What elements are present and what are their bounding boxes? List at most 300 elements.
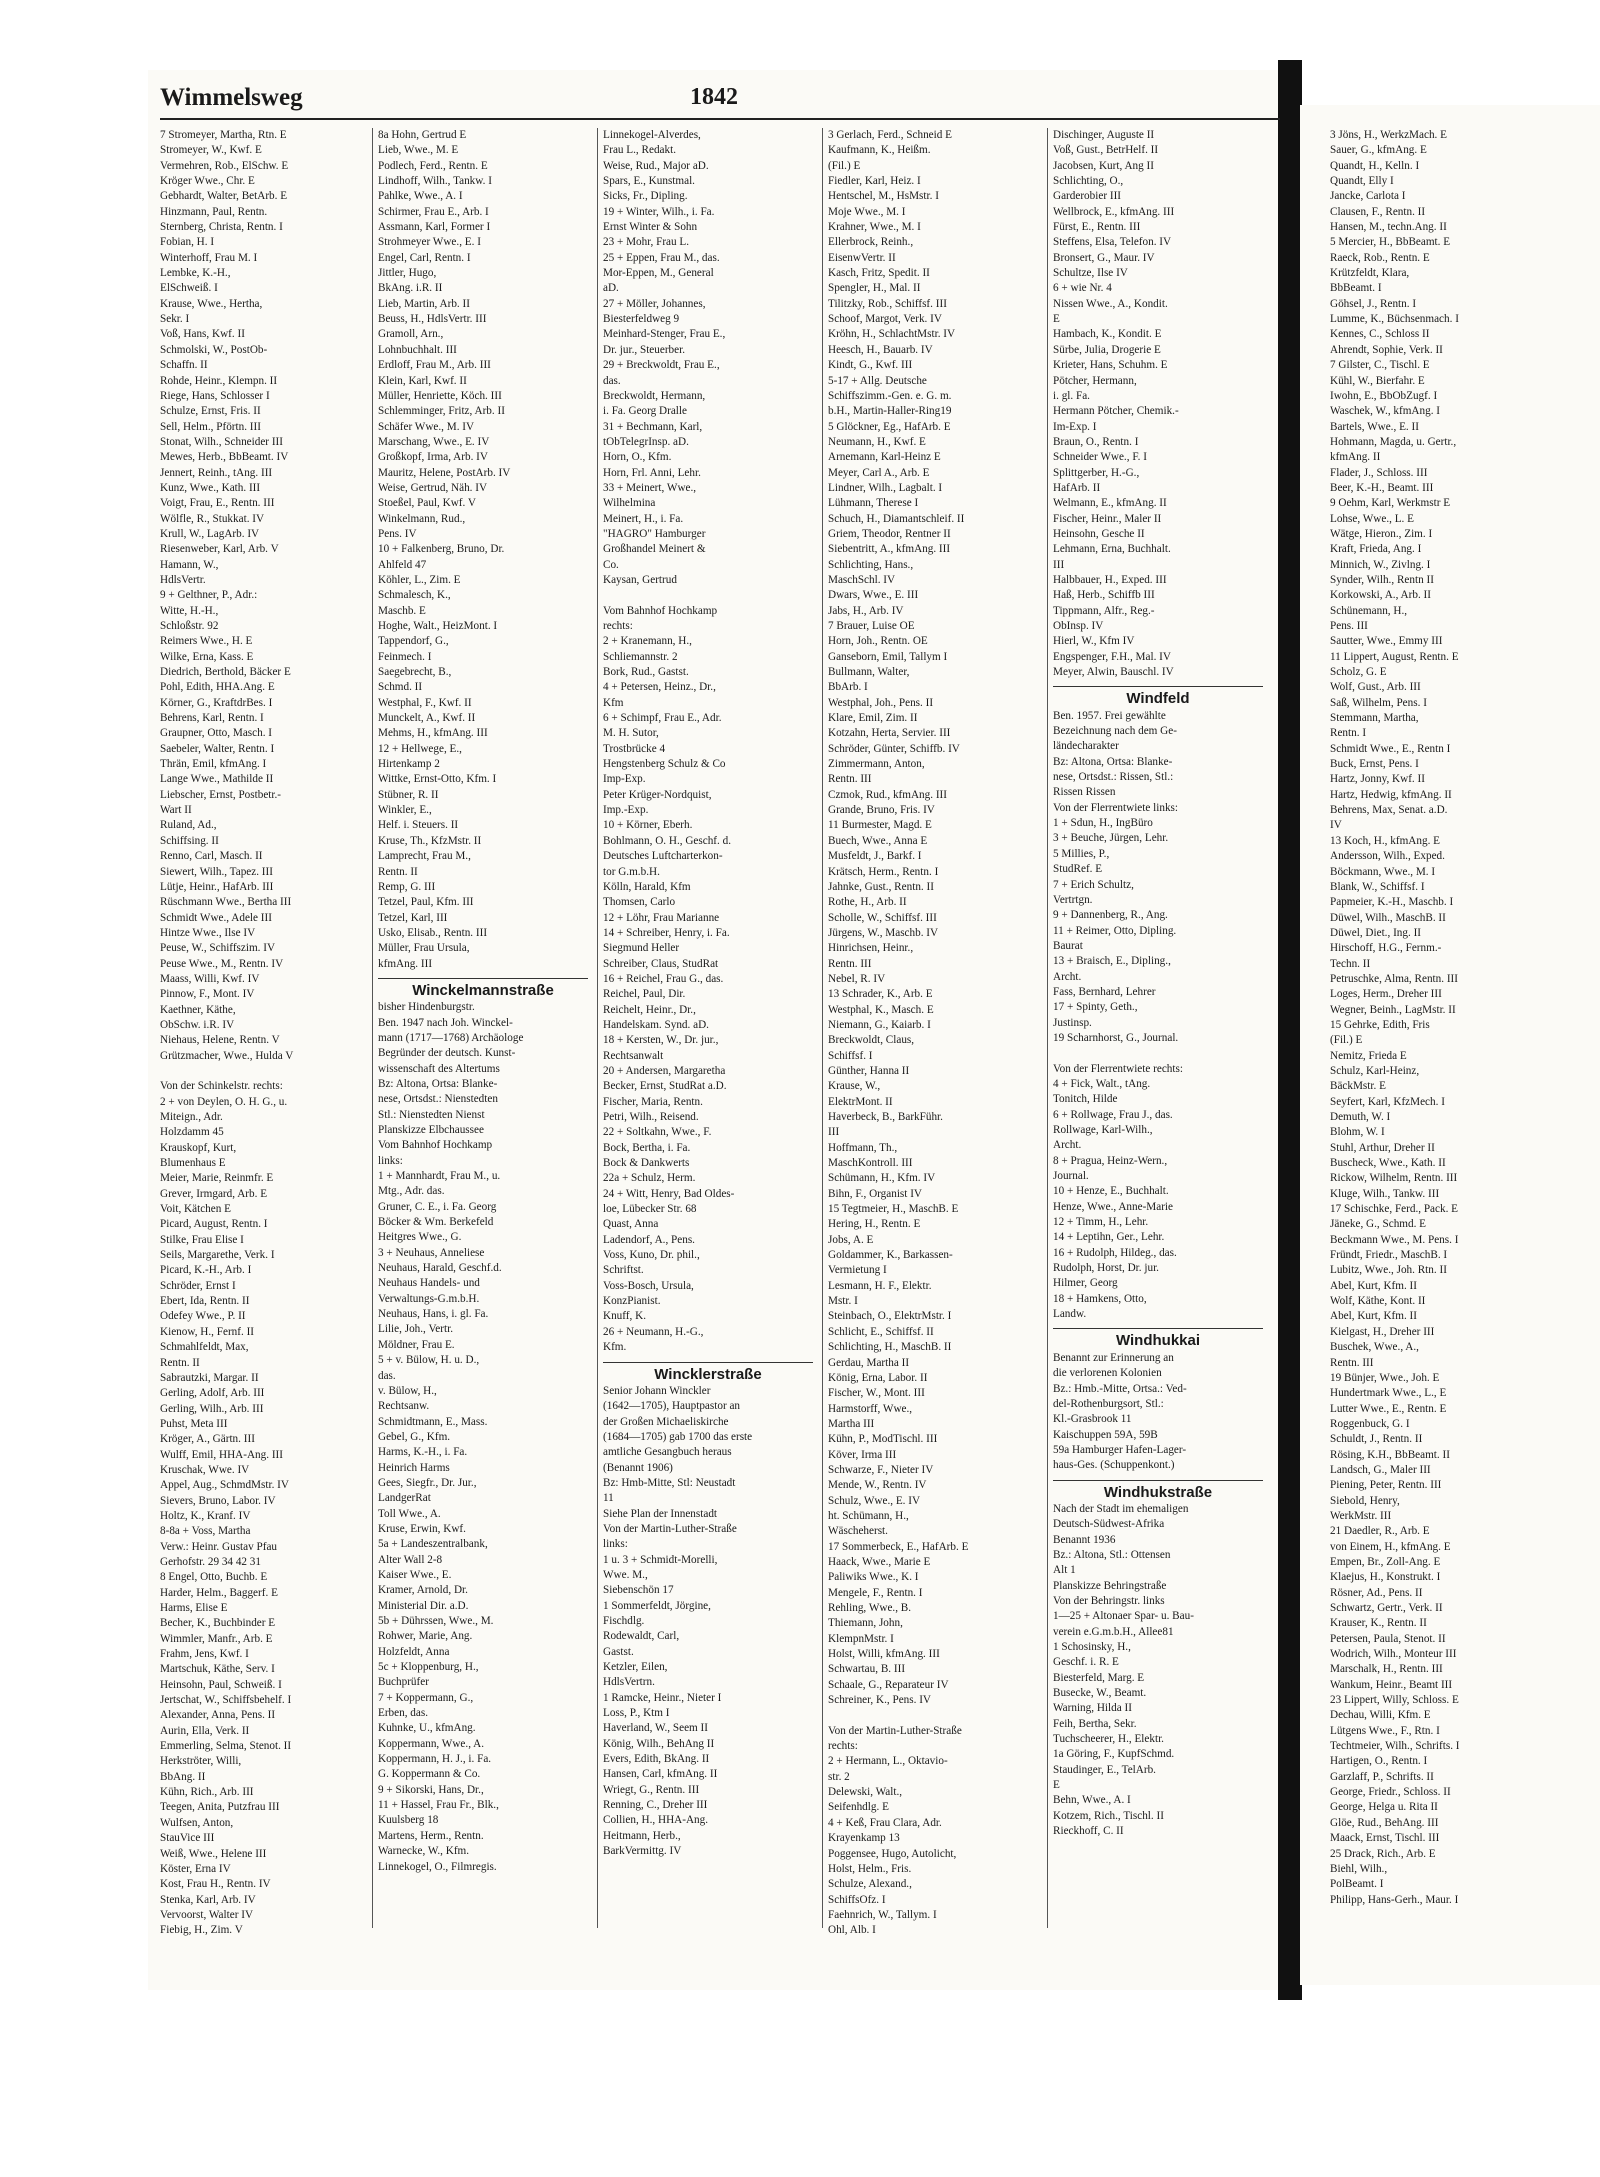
directory-entry: 16 + Reichel, Frau G., das. [603, 972, 724, 985]
directory-entry: Von der Martin-Luther-Straße [828, 1724, 962, 1737]
directory-entry: Remp, G. III [378, 880, 436, 893]
directory-entry: Tonitch, Hilde [1053, 1093, 1118, 1106]
directory-entry: Kruse, Erwin, Kwf. [378, 1522, 466, 1535]
directory-entry: b.H., Martin-Haller-Ring19 [828, 405, 952, 418]
directory-entry: Lütgens Wwe., F., Rtn. I [1330, 1724, 1440, 1737]
directory-entry: Krützfeldt, Klara, [1330, 267, 1410, 280]
directory-entry: Ahrendt, Sophie, Verk. II [1330, 343, 1443, 356]
directory-entry: Stemmann, Martha, [1330, 712, 1419, 725]
directory-entry: 29 + Breckwoldt, Frau E., [603, 359, 720, 372]
directory-entry: Wittke, Ernst-Otto, Kfm. I [378, 773, 497, 786]
directory-entry: 8a Hohn, Gertrud E [378, 129, 467, 141]
directory-entry: 5b + Dührssen, Wwe., M. [378, 1615, 494, 1627]
directory-entry: Köster, Erna IV [160, 1862, 231, 1875]
directory-entry: Krätsch, Herm., Rentn. I [828, 865, 939, 878]
directory-entry: Kfm. [603, 1341, 627, 1354]
directory-entry: tObTelegrInsp. aD. [603, 435, 689, 448]
directory-entry: Kl.-Grasbrook 11 [1053, 1413, 1132, 1426]
directory-entry: Hermann Pötcher, Chemik.- [1053, 405, 1179, 418]
directory-entry: Grande, Bruno, Fris. IV [828, 804, 935, 817]
directory-entry: Imp.-Exp. [603, 804, 649, 817]
directory-entry: Alter Wall 2-8 [378, 1553, 443, 1566]
directory-entry: 10 + Henze, E., Buchhalt. [1053, 1185, 1169, 1198]
directory-entry: Hartz, Hedwig, kfmAng. II [1330, 788, 1452, 801]
directory-entry: Braun, O., Rentn. I [1053, 435, 1139, 448]
directory-entry: Holst, Helm., Fris. [828, 1862, 912, 1875]
directory-entry: Engspenger, F.H., Mal. IV [1053, 650, 1171, 663]
directory-entry: Alt 1 [1053, 1564, 1076, 1577]
directory-entry: Voß, Hans, Kwf. II [160, 328, 245, 341]
directory-entry: Planskizze Elbchaussee [378, 1124, 484, 1136]
directory-entry: Nach der Stadt im ehemaligen [1053, 1502, 1189, 1515]
directory-entry: (1684—1705) gab 1700 das erste [603, 1430, 753, 1443]
directory-entry: Scholz, G. E [1330, 666, 1387, 679]
directory-entry: (1642—1705), Hauptpastor an [603, 1400, 741, 1413]
directory-entry: Peter Krüger-Nordquist, [603, 788, 712, 801]
directory-entry: PolBeamt. I [1330, 1878, 1384, 1891]
directory-entry: Kaischuppen 59A, 59B [1053, 1428, 1158, 1441]
directory-entry: Landw. [1053, 1308, 1087, 1321]
directory-entry: Ketzler, Eilen, [603, 1661, 668, 1674]
directory-entry: StauVice III [160, 1832, 215, 1845]
directory-entry: Rechtsanwalt [603, 1049, 664, 1062]
directory-entry: rechts: [828, 1740, 858, 1753]
directory-entry: Bock & Dankwerts [603, 1157, 690, 1170]
directory-entry: das. [603, 374, 621, 387]
directory-entry: Bezeichnung nach dem Ge- [1053, 725, 1177, 738]
directory-entry: Kfm [603, 696, 624, 709]
directory-column-2 [378, 128, 588, 1948]
directory-entry: 9 + Sikorski, Hans, Dr., [378, 1783, 484, 1796]
directory-entry: 5 Glöckner, Eg., HafArb. E [828, 420, 951, 433]
directory-entry: wissenschaft des Altertums [378, 1062, 500, 1075]
directory-entry: Schuch, H., Diamantschleif. II [828, 512, 965, 525]
directory-entry: Voit, Kätchen E [160, 1203, 231, 1216]
directory-entry: Thomsen, Carlo [603, 896, 676, 909]
directory-entry: Appel, Aug., SchmdMstr. IV [160, 1479, 289, 1492]
directory-entry: der Großen Michaeliskirche [603, 1415, 729, 1428]
directory-entry: Rissen Rissen [1053, 786, 1116, 799]
directory-entry: Zimmermann, Anton, [828, 758, 925, 771]
directory-entry: 22a + Schulz, Herm. [603, 1172, 696, 1185]
directory-entry: BkAng. i.R. II [378, 282, 443, 295]
page-header [160, 84, 1280, 120]
directory-entry: Stromeyer, W., Kwf. E [160, 144, 262, 157]
directory-entry: Becher, K., Buchbinder E [160, 1617, 276, 1630]
directory-entry: Wwe. M., [603, 1568, 648, 1581]
directory-entry: Scholle, W., Schiffsf. III [828, 911, 937, 924]
directory-entry: Gerdau, Martha II [828, 1356, 910, 1369]
directory-entry: Mor-Eppen, M., General [603, 267, 714, 280]
directory-entry: Stoeßel, Paul, Kwf. V [378, 497, 476, 510]
directory-entry: 13 + Braisch, E., Dipling., [1053, 955, 1171, 968]
directory-entry: Stübner, R. II [378, 788, 439, 801]
directory-entry: Haack, Wwe., Marie E [828, 1555, 931, 1568]
directory-entry: Schulze, Ernst, Fris. II [160, 405, 261, 418]
directory-entry: 1 Schosinsky, H., [1053, 1641, 1131, 1653]
directory-entry: Sicks, Fr., Dipling. [603, 190, 688, 203]
directory-entry: III [828, 1126, 840, 1139]
directory-entry: HdlsVertr. [160, 573, 206, 586]
column-rule [1047, 128, 1048, 1928]
directory-entry: 15 Tegtmeier, H., MaschB. E [828, 1203, 959, 1216]
directory-entry: Hoghe, Walt., HeizMont. I [378, 620, 498, 632]
directory-entry: Mehms, H., kfmAng. III [378, 727, 488, 740]
directory-entry: Gerhofstr. 29 34 42 31 [160, 1555, 261, 1568]
directory-entry: Fischer, Heinr., Maler II [1053, 512, 1162, 525]
directory-entry: amtliche Gesangbuch heraus [603, 1446, 732, 1459]
directory-entry: Lange Wwe., Mathilde II [160, 773, 274, 786]
directory-entry: 17 Schischke, Ferd., Pack. E [1330, 1203, 1459, 1216]
directory-entry: Schmidt Wwe., Adele III [160, 911, 272, 924]
directory-entry: Martens, Herm., Rentn. [378, 1829, 484, 1842]
directory-entry: Heesch, H., Bauarb. IV [828, 343, 933, 356]
directory-entry: Hartz, Jonny, Kwf. II [1330, 773, 1425, 786]
directory-entry: Fass, Bernhard, Lehrer [1053, 985, 1156, 998]
directory-entry: Nemitz, Frieda E [1330, 1049, 1407, 1062]
directory-entry: Wellbrock, E., kfmAng. III [1053, 205, 1175, 218]
directory-entry: 9 + Gelthner, P., Adr.: [160, 589, 258, 602]
directory-entry: Kunz, Wwe., Kath. III [160, 481, 261, 494]
directory-entry: Lutter Wwe., E., Rentn. E [1330, 1402, 1447, 1415]
directory-entry: 15 Gehrke, Edith, Fris [1330, 1018, 1430, 1031]
directory-entry: Techtmeier, Wilh., Schrifts. I [1330, 1740, 1460, 1753]
directory-entry: Moje Wwe., M. I [828, 205, 906, 218]
directory-entry: Krahner, Wwe., M. I [828, 221, 921, 234]
directory-entry: Ellerbrock, Reinh., [828, 236, 914, 249]
directory-entry: Stonat, Wilh., Schneider III [160, 435, 284, 448]
directory-entry: Vertrtgn. [1053, 893, 1093, 906]
directory-entry: Witte, H.-H., [160, 604, 219, 617]
directory-entry: Erben, das. [378, 1707, 429, 1720]
directory-entry: Maack, Ernst, Tischl. III [1330, 1832, 1440, 1845]
directory-entry: 5c + Kloppenburg, H., [378, 1661, 479, 1674]
directory-entry: Assmann, Karl, Former I [378, 221, 491, 234]
directory-entry: Grützmacher, Wwe., Hulda V [160, 1049, 294, 1062]
directory-entry: Heinsohn, Paul, Schweiß. I [160, 1678, 282, 1691]
directory-entry: Blumenhaus E [160, 1157, 226, 1170]
directory-entry: WerkMstr. III [1330, 1509, 1392, 1522]
directory-entry: Beer, K.-H., Beamt. III [1330, 481, 1434, 494]
directory-entry: Wart II [160, 804, 192, 817]
directory-entry: Rentn. II [378, 865, 418, 878]
directory-column-5 [1053, 128, 1263, 1948]
directory-entry: Archt. [1053, 1139, 1082, 1152]
directory-entry: Koppermann, H. J., i. Fa. [378, 1753, 492, 1766]
directory-entry: Jittler, Hugo, [378, 267, 437, 280]
directory-entry: Kienow, H., Fernf. II [160, 1325, 255, 1338]
directory-entry: Nissen Wwe., A., Kondit. [1053, 297, 1168, 310]
directory-entry: 19 + Winter, Wilh., i. Fa. [603, 205, 715, 218]
directory-entry: Hansen, M., techn.Ang. II [1330, 221, 1447, 234]
directory-entry: Tuchscheerer, H., Elektr. [1053, 1733, 1164, 1746]
directory-entry: Lumme, K., Büchsenmach. I [1330, 313, 1459, 326]
directory-entry: Alexander, Anna, Pens. II [160, 1709, 276, 1722]
directory-entry: nese, Ortsdst.: Nienstedten [378, 1093, 498, 1106]
book-gutter [1278, 60, 1302, 2000]
directory-entry: Steffens, Elsa, Telefon. IV [1053, 236, 1172, 249]
directory-entry: Aurin, Ella, Verk. II [160, 1724, 250, 1737]
directory-entry: Fiebig, H., Zim. V [160, 1924, 243, 1937]
directory-entry: Hinrichsen, Heinr., [828, 942, 914, 955]
directory-entry: 22 + Soltkahn, Wwe., F. [603, 1126, 712, 1139]
directory-entry: Reimers Wwe., H. E [160, 635, 253, 648]
directory-entry: Demuth, W. I [1330, 1111, 1391, 1123]
directory-entry: Schriftst. [603, 1264, 644, 1277]
directory-entry: Kühl, W., Bierfahr. E [1330, 374, 1425, 387]
directory-entry: Quandt, H., Kelln. I [1330, 159, 1420, 172]
directory-entry: ObInsp. IV [1053, 620, 1104, 632]
directory-entry: ElSchweiß. I [160, 282, 218, 295]
directory-entry: Kruse, Th., KfzMstr. II [378, 834, 482, 847]
directory-entry [1053, 1046, 1263, 1061]
directory-entry: Schulze, Alexand., [828, 1878, 912, 1891]
directory-entry: Rieckhoff, C. II [1053, 1825, 1124, 1838]
directory-entry: Bz.: Hmb.-Mitte, Ortsa.: Ved- [1053, 1382, 1187, 1395]
directory-entry: Kindt, G., Kwf. III [828, 359, 913, 372]
directory-entry: Helf. i. Steuers. II [378, 819, 459, 832]
directory-entry: Frau L., Redakt. [603, 144, 677, 157]
directory-entry: links: [378, 1154, 403, 1167]
directory-entry: Planskizze Behringstraße [1053, 1579, 1167, 1592]
directory-entry: 25 Drack, Rich., Arb. E [1330, 1847, 1436, 1860]
directory-entry: Klaejus, H., Konstrukt. I [1330, 1571, 1441, 1584]
directory-entry: 8 + Pragua, Heinz-Wern., [1053, 1154, 1168, 1167]
directory-entry: Breckwoldt, Hermann, [603, 389, 706, 402]
directory-entry: 7 Brauer, Luise OE [828, 620, 915, 632]
directory-entry: Benannt 1936 [1053, 1533, 1116, 1546]
directory-entry: Bullmann, Walter, [828, 666, 910, 679]
directory-entry: George, Helga u. Rita II [1330, 1801, 1438, 1814]
directory-entry: Schmahlfeldt, Max, [160, 1341, 249, 1354]
directory-entry: Hambach, K., Kondit. E [1053, 328, 1162, 341]
directory-entry: 21 Daedler, R., Arb. E [1330, 1525, 1430, 1538]
directory-entry: 5a + Landeszentralbank, [378, 1538, 488, 1551]
directory-entry: Wolf, Käthe, Kont. II [1330, 1295, 1426, 1308]
directory-entry: Strohmeyer Wwe., E. I [378, 236, 481, 249]
directory-entry: III [1053, 558, 1065, 571]
directory-entry: Buech, Wwe., Anna E [828, 834, 928, 847]
directory-entry: Loss, P., Ktm I [603, 1707, 670, 1720]
directory-entry: 17 + Spinty, Geth., [1053, 1001, 1138, 1014]
directory-entry: Westphal, Joh., Pens. II [828, 696, 934, 709]
directory-entry: Neumann, H., Kwf. E [828, 435, 926, 448]
directory-entry: HafArb. II [1053, 481, 1101, 494]
directory-entry: Müller, Frau Ursula, [378, 942, 470, 955]
directory-entry: M. H. Sutor, [603, 727, 659, 740]
directory-entry: 4 + Fick, Walt., tAng. [1053, 1077, 1151, 1090]
directory-entry: 13 Koch, H., kfmAng. E [1330, 834, 1440, 847]
directory-entry: Gruner, C. E., i. Fa. Georg [378, 1200, 497, 1213]
directory-entry: 18 + Hamkens, Otto, [1053, 1292, 1147, 1305]
directory-entry: Holzfeldt, Anna [378, 1645, 450, 1658]
directory-entry: Fiedler, Karl, Heiz. I [828, 175, 921, 188]
directory-entry: Lütje, Heinr., HafArb. III [160, 880, 274, 893]
directory-entry: Mtg., Adr. das. [378, 1185, 445, 1198]
directory-entry: Petri, Wilh., Reisend. [603, 1111, 699, 1123]
directory-entry: Gees, Siegfr., Dr. Jur., [378, 1476, 477, 1489]
directory-entry: Schiffszimm.-Gen. e. G. m. [828, 389, 952, 402]
directory-entry: Verwaltungs-G.m.b.H. [378, 1292, 480, 1305]
directory-entry: Heitgres Wwe., G. [378, 1231, 462, 1244]
directory-entry: Kielgast, H., Dreher III [1330, 1325, 1435, 1338]
directory-entry: Lubitz, Wwe., Joh. Rtn. II [1330, 1264, 1447, 1277]
directory-entry: Schloßstr. 92 [160, 620, 219, 632]
directory-entry: Halbbauer, H., Exped. III [1053, 573, 1167, 586]
directory-entry: Trostbrücke 4 [603, 742, 666, 755]
directory-entry: Krauser, K., Rentn. II [1330, 1617, 1427, 1630]
directory-entry: Warnecke, W., Kfm. [378, 1845, 470, 1858]
directory-entry: 8-8a + Voss, Martha [160, 1525, 251, 1538]
directory-entry: Rehling, Wwe., B. [828, 1602, 912, 1614]
directory-entry: Meyer, Carl A., Arb. E [828, 466, 930, 479]
directory-entry [160, 1064, 370, 1079]
directory-entry: Holst, Willi, kfmAng. III [828, 1648, 940, 1661]
directory-entry: Pens. III [1330, 620, 1368, 632]
directory-entry: 10 + Falkenberg, Bruno, Dr. [378, 543, 505, 556]
directory-entry: Biesterfeldweg 9 [603, 313, 680, 326]
directory-entry: 8 Engel, Otto, Buchb. E [160, 1571, 268, 1584]
directory-entry: 1—25 + Altonaer Spar- u. Bau- [1053, 1610, 1194, 1623]
directory-entry: 1 Ramcke, Heinr., Nieter I [603, 1691, 722, 1704]
directory-entry: 5 + v. Bülow, H. u. D., [378, 1354, 480, 1367]
directory-entry: Schwarze, F., Nieter IV [828, 1463, 934, 1476]
directory-entry: Wilke, Erna, Kass. E [160, 650, 254, 663]
directory-entry: Wankum, Heinr., Beamt III [1330, 1678, 1453, 1691]
directory-entry: Müller, Henriette, Köch. III [378, 389, 502, 402]
directory-entry: Biehl, Wilh., [1330, 1862, 1388, 1875]
directory-entry: 5-17 + Allg. Deutsche [828, 374, 927, 387]
directory-entry: Deutsches Luftcharterkon- [603, 850, 723, 863]
directory-entry: Westphal, K., Masch. E [828, 1003, 934, 1016]
directory-entry: Usko, Elisab., Rentn. III [378, 926, 488, 939]
directory-entry: Quandt, Elly I [1330, 175, 1394, 188]
directory-entry: Wimmler, Manfr., Arb. E [160, 1632, 273, 1645]
directory-entry: Lesmann, H. F., Elektr. [828, 1279, 932, 1292]
directory-entry: MaschKontroll. III [828, 1157, 913, 1170]
directory-entry: Jennert, Reinh., tAng. III [160, 466, 273, 479]
directory-entry: Rechtsanw. [378, 1400, 430, 1413]
directory-entry: Schwartz, Gertr., Verk. II [1330, 1602, 1443, 1614]
directory-entry: Vervoorst, Walter IV [160, 1908, 254, 1921]
directory-entry: Siehe Plan der Innenstadt [603, 1507, 718, 1520]
directory-entry: Raeck, Rob., Rentn. E [1330, 251, 1430, 264]
directory-entry: 1 u. 3 + Schmidt-Morelli, [603, 1553, 718, 1566]
directory-entry: 5 Millies, P., [1053, 847, 1110, 860]
directory-entry: Spengler, H., Mal. II [828, 282, 921, 295]
directory-entry: rechts: [603, 620, 633, 632]
directory-entry: Krauskopf, Kurt, [160, 1141, 237, 1154]
directory-entry: Petersen, Paula, Stenot. II [1330, 1632, 1446, 1645]
directory-entry: Harmstorff, Wwe., [828, 1402, 913, 1415]
directory-entry: Von der Behringstr. links [1053, 1594, 1165, 1607]
directory-entry: Hansen, Carl, kfmAng. II [603, 1768, 718, 1781]
directory-entry: HdlsVertrn. [603, 1676, 655, 1689]
directory-entry: Fischer, Maria, Rentn. [603, 1095, 703, 1108]
directory-entry: Tilitzky, Rob., Schiffsf. III [828, 297, 947, 310]
directory-entry: Bork, Rud., Gastst. [603, 666, 689, 679]
directory-entry: Kröger, A., Gärtn. III [160, 1433, 255, 1446]
directory-entry: Kennes, C., Schloss II [1330, 328, 1430, 341]
directory-entry: loe, Lübecker Str. 68 [603, 1203, 697, 1216]
directory-entry: Behrens, Karl, Rentn. I [160, 712, 264, 725]
street-heading: Windhukkai [1053, 1328, 1263, 1348]
directory-entry: Rüschmann Wwe., Bertha III [160, 896, 292, 909]
directory-entry: Dwars, Wwe., E. III [828, 589, 919, 602]
directory-entry: Mengele, F., Rentn. I [828, 1586, 923, 1599]
directory-entry: Siebold, Henry, [1330, 1494, 1400, 1507]
directory-entry: Fründt, Friedr., MaschB. I [1330, 1249, 1448, 1262]
directory-entry: Pötcher, Hermann, [1053, 374, 1137, 387]
directory-entry: 1 Sommerfeldt, Jörgine, [603, 1599, 711, 1612]
directory-entry: Kotzahn, Herta, Servier. III [828, 727, 951, 740]
directory-entry: aD. [603, 282, 619, 295]
directory-entry [603, 588, 813, 603]
directory-entry: Benannt zur Erinnerung an [1053, 1351, 1174, 1364]
directory-entry: (Fil.) E [1330, 1034, 1363, 1047]
directory-entry: Niemann, G., Kaiarb. I [828, 1018, 931, 1031]
directory-entry: i. gl. Fa. [1053, 389, 1090, 402]
directory-entry: 14 + Leptihn, Ger., Lehr. [1053, 1231, 1165, 1244]
directory-entry: Sekr. I [160, 313, 190, 326]
directory-entry: Möldner, Frau E. [378, 1338, 455, 1351]
directory-entry: Czmok, Rud., kfmAng. III [828, 788, 948, 801]
directory-entry: 9 + Dannenberg, R., Ang. [1053, 909, 1168, 922]
directory-entry: Baurat [1053, 939, 1083, 952]
directory-entry: von Einem, H., kfmAng. E [1330, 1540, 1451, 1553]
directory-entry: Heitmann, Herb., [603, 1829, 681, 1842]
directory-entry: Kasch, Fritz, Spedit. II [828, 267, 930, 280]
directory-entry: 9 Oehm, Karl, Werkmstr E [1330, 497, 1451, 510]
directory-entry: Lieb, Wwe., M. E [378, 144, 459, 157]
directory-entry: König, Erna, Labor. II [828, 1371, 928, 1384]
directory-entry: Kluge, Wilh., Tankw. III [1330, 1187, 1440, 1200]
directory-entry: Von der Flerrentwiete links: [1053, 801, 1179, 814]
directory-entry: Bronsert, G., Maur. IV [1053, 251, 1155, 264]
directory-entry: Bohlmann, O. H., Geschf. d. [603, 834, 732, 847]
directory-entry: Verw.: Heinr. Gustav Pfau [160, 1540, 278, 1553]
directory-entry: LandgerRat [378, 1492, 431, 1505]
directory-entry: Puhst, Meta III [160, 1417, 228, 1430]
directory-entry: Miteign., Adr. [160, 1111, 223, 1123]
directory-entry: E [1053, 1779, 1060, 1792]
directory-entry: Schünemann, H., [1330, 604, 1408, 617]
directory-entry: Senior Johann Winckler [603, 1384, 711, 1397]
directory-entry: Wilhelmina [603, 497, 656, 510]
directory-entry: Westphal, F., Kwf. II [378, 696, 472, 709]
directory-entry: 3 Gerlach, Ferd., Schneid E [828, 129, 952, 141]
directory-entry: 11 Lippert, August, Rentn. E [1330, 650, 1459, 663]
directory-entry: Philipp, Hans-Gerh., Maur. I [1330, 1893, 1459, 1906]
directory-entry: Wodrich, Wilh., Monteur III [1330, 1648, 1457, 1661]
directory-entry: Pens. IV [378, 527, 417, 540]
directory-entry [828, 1708, 1038, 1723]
directory-entry: Schiffsf. I [828, 1049, 873, 1062]
directory-entry: Waschek, W., kfmAng. I [1330, 405, 1441, 418]
directory-entry: Ganseborn, Emil, Tallym I [828, 650, 948, 663]
directory-entry: 5 Mercier, H., BbBeamt. E [1330, 236, 1451, 249]
directory-entry: bisher Hindenburgstr. [378, 1001, 475, 1014]
directory-entry: Martschuk, Käthe, Serv. I [160, 1663, 275, 1676]
directory-entry: 7 + Koppermann, G., [378, 1691, 474, 1704]
directory-entry: Dischinger, Auguste II [1053, 129, 1155, 141]
directory-column-3 [603, 128, 813, 1948]
directory-entry: Nebel, R. IV [828, 972, 886, 985]
directory-entry: 4 + Keß, Frau Clara, Adr. [828, 1816, 942, 1829]
directory-entry: Staudinger, E., TelArb. [1053, 1763, 1156, 1776]
directory-entry: Schreiner, K., Pens. IV [828, 1694, 932, 1707]
directory-entry: 1 + Mannhardt, Frau M., u. [378, 1170, 501, 1183]
